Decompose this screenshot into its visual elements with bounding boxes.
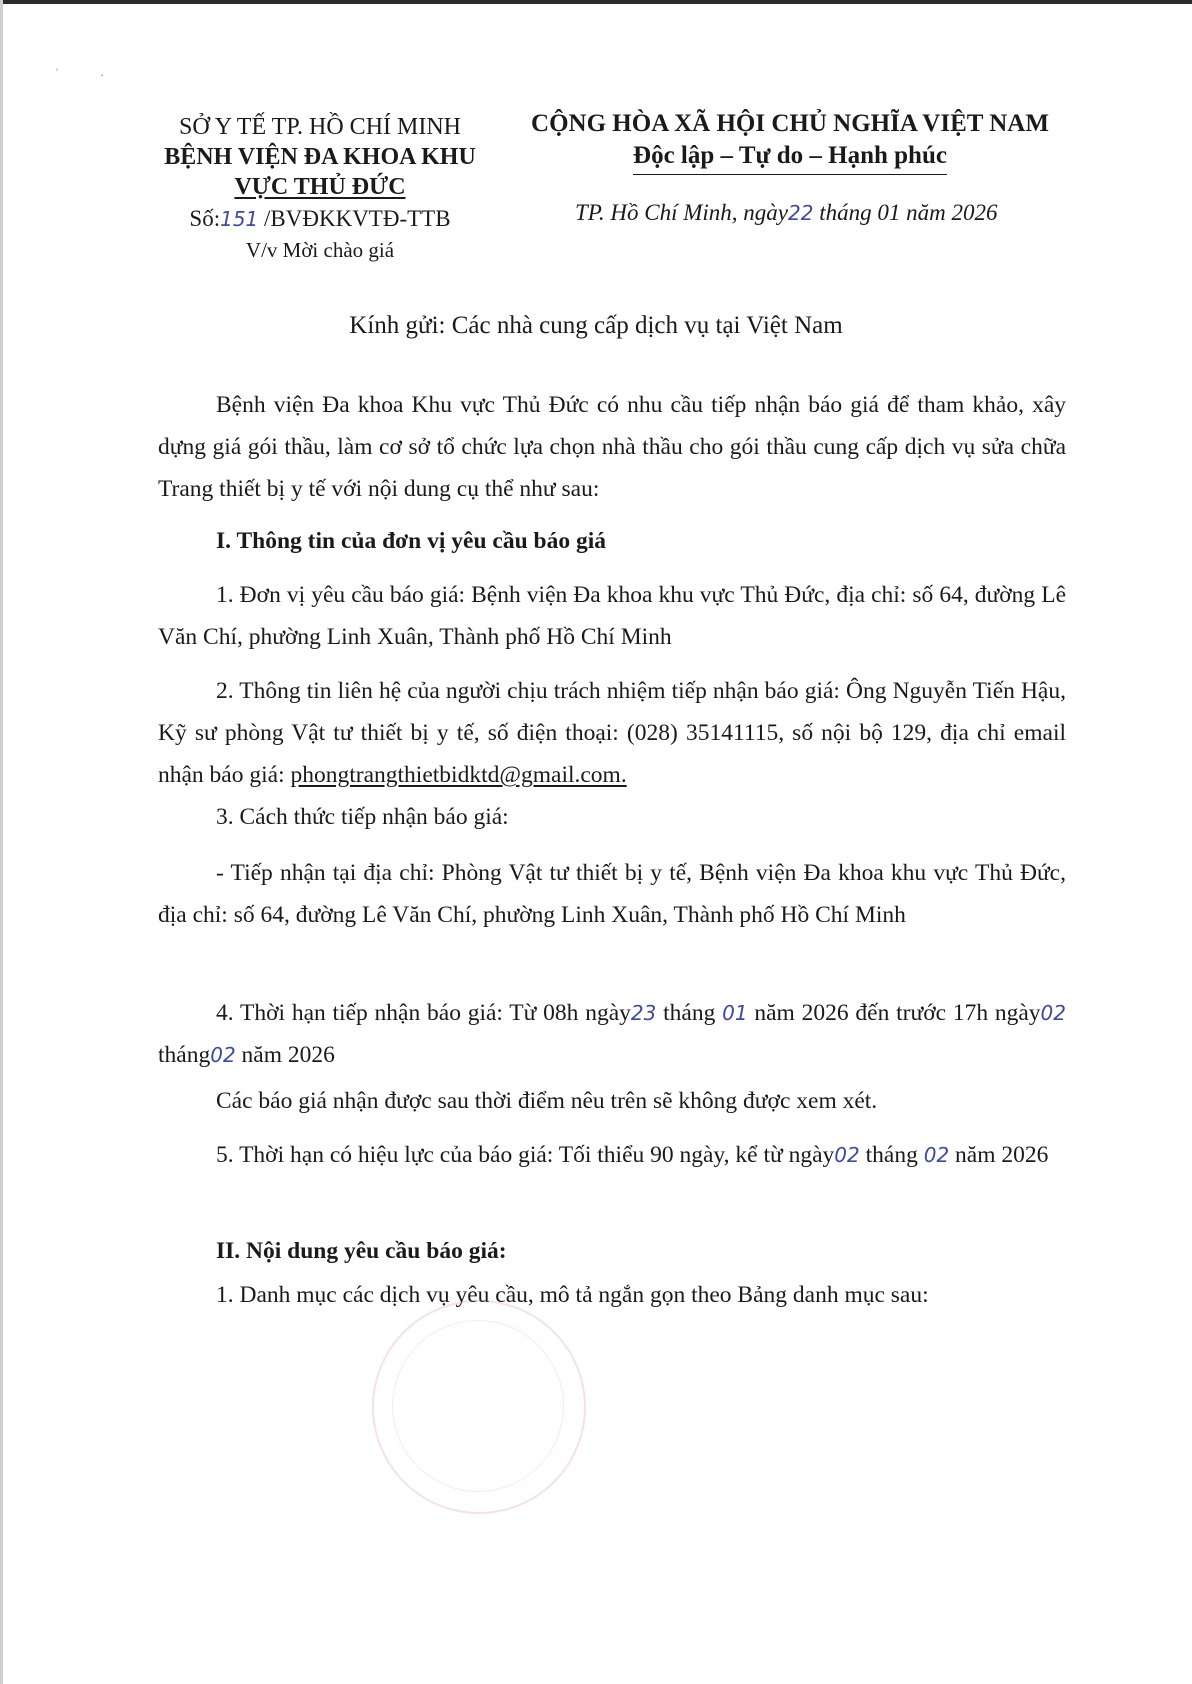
- faded-seal-stamp: [372, 1300, 586, 1514]
- department-name: SỞ Y TẾ TP. HỒ CHÍ MINH: [178, 114, 462, 140]
- section1-item1: [158, 574, 1066, 658]
- document-number-suffix: /BVĐKKVTĐ-TTB: [258, 206, 451, 231]
- hospital-name-line1: BỆNH VIỆN ĐA KHOA KHU: [164, 144, 476, 170]
- greeting: Kính gửi: Các nhà cung cấp dịch vụ tại Việt Nam: [349, 312, 843, 339]
- item4-start-month-handwritten: 01: [722, 1001, 748, 1025]
- item4-end-month-handwritten: 02: [210, 1043, 236, 1067]
- issuer-block: [140, 112, 500, 264]
- scan-edge-left: [0, 0, 3, 1684]
- section1-item4: [158, 992, 1066, 1076]
- national-header: [510, 108, 1070, 175]
- late-submission-note: Các báo giá nhận được sau thời điểm nêu trên sẽ không được xem xét.: [216, 1088, 878, 1114]
- scan-speck: ˈ: [55, 66, 59, 80]
- section1-item1-text: 1. Đơn vị yêu cầu báo giá: Bệnh viện Đa khoa khu vực Thủ Đức, địa chỉ: số 64, đường Lê Văn Chí, phường Linh Xuân, Thành phố Hồ Chí Minh: [158, 582, 1066, 650]
- item5-text-b: tháng: [859, 1142, 924, 1168]
- item4-text-e: năm 2026: [235, 1042, 335, 1068]
- faded-seal-inner-ring: [392, 1320, 564, 1492]
- intro-text: Bệnh viện Đa khoa Khu vực Thủ Đức có nhu cầu tiếp nhận báo giá để tham khảo, xây dựng giá gói thầu, làm cơ sở tổ chức lựa chọn nhà thầu cho gói thầu cung cấp dịch vụ sửa chữa Trang thiết bị y tế với nội dung cụ thể như sau:: [158, 392, 1066, 502]
- scan-speck: ·: [100, 68, 104, 82]
- item4-text-a: 4. Thời hạn tiếp nhận báo giá: Từ 08h ngày: [216, 1000, 631, 1026]
- section1-item5: [158, 1134, 1066, 1176]
- item4-end-day-handwritten: 02: [1040, 1001, 1066, 1025]
- contact-email[interactable]: phongtrangthietbidktd@gmail.com.: [290, 762, 627, 788]
- document-subject: V/v Mời chào giá: [245, 238, 395, 262]
- item5-month-handwritten: 02: [923, 1143, 950, 1167]
- issue-date: [575, 200, 997, 226]
- hospital-name-line2: VỰC THỦ ĐỨC: [234, 174, 406, 200]
- section1-item3-detail-text: - Tiếp nhận tại địa chỉ: Phòng Vật tư thiết bị y tế, Bệnh viện Đa khoa khu vực Thủ Đức, địa chỉ: số 64, đường Lê Văn Chí, phường Linh Xuân, Thành phố Hồ Chí Minh: [158, 860, 1066, 928]
- scan-edge-top: [0, 0, 1192, 4]
- section2-heading: II. Nội dung yêu cầu báo giá:: [216, 1238, 507, 1264]
- document-number: [140, 202, 500, 236]
- item5-day-handwritten: 02: [834, 1143, 860, 1167]
- date-prefix: TP. Hồ Chí Minh, ngày: [575, 200, 788, 225]
- section1-item2: [158, 670, 1066, 796]
- intro-paragraph: [158, 384, 1066, 510]
- document-number-prefix: Số:: [189, 206, 221, 231]
- date-suffix: tháng 01 năm 2026: [813, 200, 998, 225]
- section2-item1: 1. Danh mục các dịch vụ yêu cầu, mô tả ngắn gọn theo Bảng danh mục sau:: [216, 1282, 929, 1308]
- section1-item3-detail: [158, 852, 1066, 936]
- item4-text-b: tháng: [656, 1000, 723, 1026]
- section1-item2-text: 2. Thông tin liên hệ của người chịu trách nhiệm tiếp nhận báo giá: Ông Nguyễn Tiến Hậu, Kỹ sư phòng Vật tư thiết bị y tế, số điện thoại: (028) 35141115, số nội bộ 129, địa chỉ email nhận báo giá:: [158, 678, 1066, 788]
- section1-heading: I. Thông tin của đơn vị yêu cầu báo giá: [216, 528, 606, 554]
- document-number-handwritten: 151: [220, 207, 259, 231]
- item4-text-c: năm 2026 đến trước 17h ngày: [747, 1000, 1041, 1026]
- item5-text-c: năm 2026: [949, 1142, 1049, 1168]
- item4-start-day-handwritten: 23: [630, 1001, 657, 1025]
- nation-title: CỘNG HÒA XÃ HỘI CHỦ NGHĨA VIỆT NAM: [531, 110, 1049, 137]
- date-day-handwritten: 22: [787, 201, 814, 225]
- national-motto: Độc lập – Tự do – Hạnh phúc: [633, 142, 947, 169]
- item4-text-d: tháng: [158, 1042, 211, 1068]
- item5-text-a: 5. Thời hạn có hiệu lực của báo giá: Tối thiểu 90 ngày, kể từ ngày: [216, 1142, 835, 1168]
- section1-item3: 3. Cách thức tiếp nhận báo giá:: [216, 804, 509, 830]
